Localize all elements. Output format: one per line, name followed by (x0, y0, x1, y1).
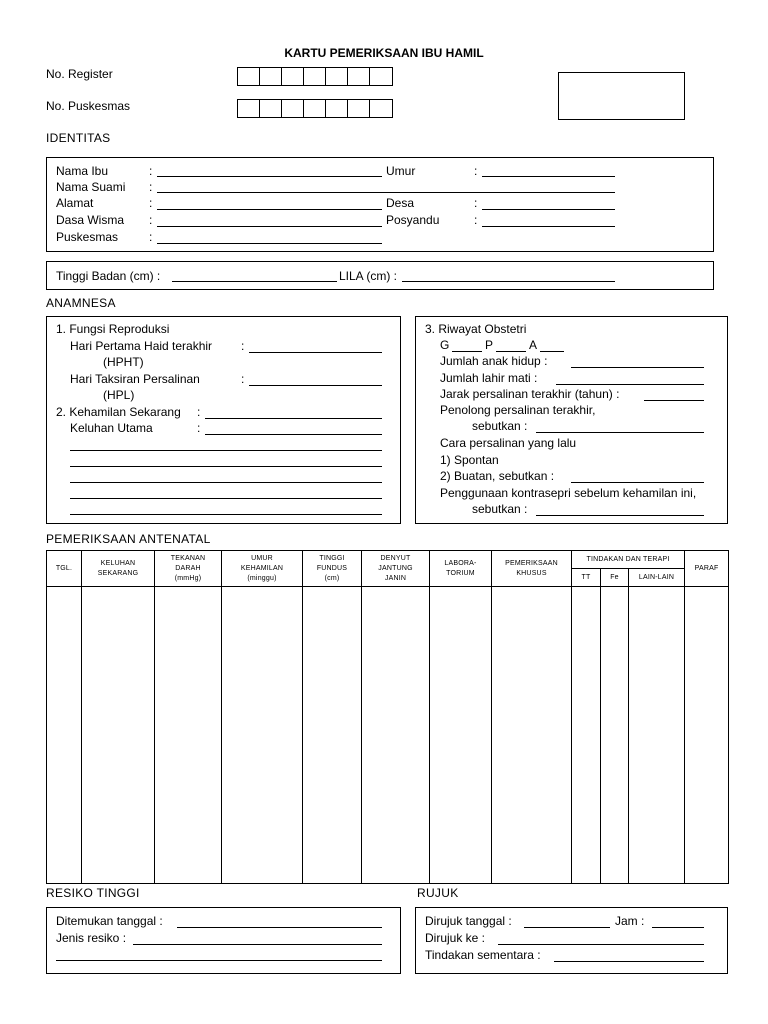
resiko-heading: RESIKO TINGGI (46, 886, 140, 900)
cell-pemeriksaan-khusus[interactable] (492, 587, 572, 884)
alamat-field[interactable] (157, 209, 382, 210)
jam-field[interactable] (652, 927, 704, 928)
buatan-option: 2) Buatan, sebutkan : (440, 469, 555, 483)
cell-tinggi-fundus[interactable] (303, 587, 362, 884)
ditemukan-field[interactable] (177, 927, 382, 928)
cell-tt[interactable] (572, 587, 601, 884)
colon: : (241, 372, 245, 386)
nama-ibu-label: Nama Ibu (56, 164, 109, 178)
keluhan-utama-line[interactable] (70, 482, 382, 483)
anamnesa-left-box (46, 316, 401, 524)
hpht-field[interactable] (249, 352, 382, 353)
cell-umur-kehamilan[interactable] (222, 587, 303, 884)
cell-keluhan[interactable] (82, 587, 155, 884)
spontan-option: 1) Spontan (440, 453, 499, 467)
col-laboratorium: LABORA- TORIUM (430, 551, 492, 587)
dasa-wisma-field[interactable] (157, 226, 382, 227)
cell-denyut-jantung[interactable] (362, 587, 430, 884)
jumlah-anak-hidup-label: Jumlah anak hidup : (440, 354, 548, 368)
rujuk-heading: RUJUK (417, 886, 459, 900)
no-register-input[interactable] (237, 67, 393, 86)
sebutkan-label: sebutkan : (472, 502, 528, 516)
col-tekanan-darah: TEKANAN DARAH (mmHg) (155, 551, 222, 587)
g-field[interactable] (452, 351, 482, 352)
hpht-label: Hari Pertama Haid terakhir (70, 339, 213, 353)
resiko-box (46, 907, 401, 974)
jumlah-lahir-mati-field[interactable] (556, 384, 704, 385)
jenis-resiko-line[interactable] (56, 960, 382, 961)
colon: : (149, 196, 153, 210)
hpl-field[interactable] (249, 385, 382, 386)
jarak-persalinan-label: Jarak persalinan terakhir (tahun) : (440, 387, 620, 401)
keluhan-utama-line[interactable] (70, 466, 382, 467)
col-tindakan-terapi: TINDAKAN DAN TERAPI (572, 551, 685, 569)
hpl-label: Hari Taksiran Persalinan (70, 372, 200, 386)
alamat-label: Alamat (56, 196, 94, 210)
g-label: G (440, 338, 450, 352)
a-label: A (529, 338, 538, 352)
colon: : (149, 164, 153, 178)
antenatal-heading: PEMERIKSAAN ANTENATAL (46, 532, 211, 546)
col-tgl: TGL. (47, 551, 82, 587)
kontrasepsi-field[interactable] (536, 515, 704, 516)
identitas-box (46, 157, 714, 252)
penolong-persalinan-field[interactable] (536, 432, 704, 433)
fisik-box (46, 261, 714, 290)
penolong-persalinan-label: Penolong persalinan terakhir, (440, 403, 596, 417)
cell-fe[interactable] (601, 587, 629, 884)
p-field[interactable] (496, 351, 526, 352)
jenis-resiko-field[interactable] (133, 944, 382, 945)
dasa-wisma-label: Dasa Wisma (56, 213, 125, 227)
anamnesa-right-box (415, 316, 728, 524)
buatan-field[interactable] (571, 482, 704, 483)
colon: : (474, 213, 478, 227)
lila-label: LILA (cm) : (339, 269, 398, 283)
keluhan-utama-line[interactable] (70, 450, 382, 451)
cell-tekanan-darah[interactable] (155, 587, 222, 884)
col-tt: TT (572, 569, 601, 587)
lila-field[interactable] (402, 281, 615, 282)
nama-suami-field[interactable] (157, 192, 615, 193)
umur-field[interactable] (482, 176, 615, 177)
puskesmas-field[interactable] (157, 243, 382, 244)
hpht-abbr: (HPHT) (103, 355, 144, 369)
colon: : (149, 213, 153, 227)
identitas-heading: IDENTITAS (46, 131, 111, 145)
riwayat-obstetri-label: 3. Riwayat Obstetri (425, 322, 527, 336)
nama-ibu-field[interactable] (157, 176, 382, 177)
colon: : (197, 405, 201, 419)
colon: : (149, 230, 153, 244)
umur-label: Umur (386, 164, 416, 178)
ditemukan-label: Ditemukan tanggal : (56, 914, 163, 928)
cara-persalinan-label: Cara persalinan yang lalu (440, 436, 577, 450)
jenis-resiko-label: Jenis resiko : (56, 931, 127, 945)
dirujuk-tanggal-label: Dirujuk tanggal : (425, 914, 512, 928)
colon: : (241, 339, 245, 353)
tindakan-sementara-field[interactable] (554, 961, 704, 962)
desa-field[interactable] (482, 209, 615, 210)
cell-lain-lain[interactable] (629, 587, 685, 884)
form-title: KARTU PEMERIKSAAN IBU HAMIL (284, 46, 484, 60)
colon: : (197, 421, 201, 435)
kontrasepsi-label: Penggunaan kontrasepri sebelum kehamilan ini, (440, 486, 697, 500)
keluhan-utama-line[interactable] (70, 498, 382, 499)
col-umur-kehamilan: UMUR KEHAMILAN (minggu) (222, 551, 303, 587)
kehamilan-sekarang-label: 2. Kehamilan Sekarang (56, 405, 181, 419)
col-paraf: PARAF (685, 551, 729, 587)
col-fe: Fe (601, 569, 629, 587)
dirujuk-ke-label: Dirujuk ke : (425, 931, 486, 945)
p-label: P (485, 338, 494, 352)
col-pemeriksaan-khusus: PEMERIKSAAN KHUSUS (492, 551, 572, 587)
a-field[interactable] (540, 351, 564, 352)
tinggi-badan-field[interactable] (172, 281, 337, 282)
colon: : (149, 180, 153, 194)
tinggi-badan-label: Tinggi Badan (cm) : (56, 269, 161, 283)
col-denyut-jantung: DENYUT JANTUNG JANIN (362, 551, 430, 587)
no-puskesmas-label: No. Puskesmas (46, 99, 131, 113)
posyandu-label: Posyandu (386, 213, 440, 227)
jarak-persalinan-field[interactable] (644, 400, 704, 401)
hpl-abbr: (HPL) (103, 388, 135, 402)
dirujuk-ke-field[interactable] (498, 944, 704, 945)
fungsi-reproduksi-label: 1. Fungsi Reproduksi (56, 322, 170, 336)
cell-tgl[interactable] (47, 587, 82, 884)
jumlah-anak-hidup-field[interactable] (571, 367, 704, 368)
anamnesa-heading: ANAMNESA (46, 296, 116, 310)
keluhan-utama-line[interactable] (70, 514, 382, 515)
sebutkan-label: sebutkan : (472, 419, 528, 433)
keluhan-utama-field[interactable] (205, 434, 382, 435)
kehamilan-sekarang-field[interactable] (205, 418, 382, 419)
photo-box (558, 72, 685, 120)
tindakan-sementara-label: Tindakan sementara : (425, 948, 541, 962)
col-keluhan: KELUHAN SEKARANG (82, 551, 155, 587)
desa-label: Desa (386, 196, 415, 210)
cell-laboratorium[interactable] (430, 587, 492, 884)
col-lain-lain: LAIN-LAIN (629, 569, 685, 587)
cell-paraf[interactable] (685, 587, 729, 884)
nama-suami-label: Nama Suami (56, 180, 126, 194)
posyandu-field[interactable] (482, 226, 615, 227)
jam-label: Jam : (615, 914, 645, 928)
col-tinggi-fundus: TINGGI FUNDUS (cm) (303, 551, 362, 587)
keluhan-utama-label: Keluhan Utama (70, 421, 153, 435)
puskesmas-label: Puskesmas (56, 230, 119, 244)
jumlah-lahir-mati-label: Jumlah lahir mati : (440, 371, 538, 385)
dirujuk-tanggal-field[interactable] (524, 927, 610, 928)
colon: : (474, 196, 478, 210)
antenatal-table (46, 550, 729, 884)
no-puskesmas-input[interactable] (237, 99, 393, 118)
no-register-label: No. Register (46, 67, 113, 81)
colon: : (474, 164, 478, 178)
rujuk-box (415, 907, 728, 974)
